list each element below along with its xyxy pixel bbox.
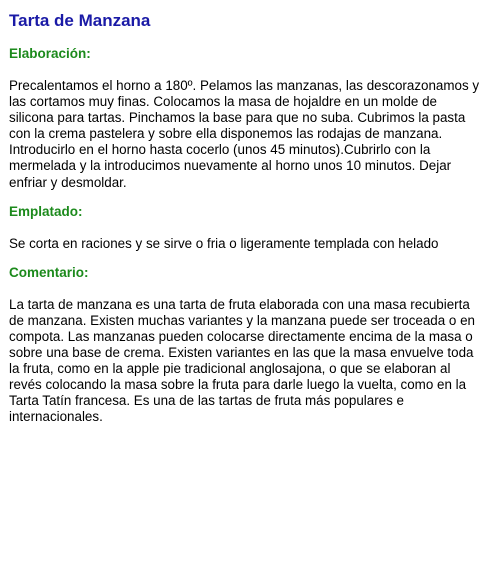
elaboracion-heading: Elaboración: xyxy=(9,46,91,61)
emplatado-heading: Emplatado: xyxy=(9,203,83,219)
elaboracion-text: Precalentamos el horno a 180º. Pelamos las manzanas, las descorazonamos y las cortamos muy finas. Colocamos la masa de hojaldre en un molde de silicona para tartas. Pinchamos la base para que no suba. Cubrimos la pasta con la crema pastelera y sobre ella disponemos las rodajas de manzana. Introducirlo en el horno hasta cocerlo (unos 45 minutos).Cubrirlo con la mermelada y la introducimos nuevamente al horno unos 10 minutos. Dejar enfriar y desmoldar. xyxy=(9,78,480,190)
comentario-heading: Comentario: xyxy=(9,264,89,280)
section-elaboracion xyxy=(9,45,480,191)
comentario-text: La tarta de manzana es una tarta de fruta elaborada con una masa recubierta de manzana. Existen muchas variantes y la manzana puede ser troceada o en compota. Las manzanas pueden colocarse directamente encima de la masa o sobre una base de crema. Existen variantes en las que la masa envuelve toda la fruta, como en la apple pie tradicional anglosajona, o que se elaboran al revés colocando la masa sobre la fruta para darle luego la vuelta, como en la Tarta Tatín francesa. Es una de las tartas de fruta más populares e internacionales. xyxy=(9,296,475,425)
emplatado-text: Se corta en raciones y se sirve o fria o ligeramente templada con helado xyxy=(9,235,439,251)
section-emplatado xyxy=(9,203,480,252)
section-comentario xyxy=(9,264,480,426)
page-title: Tarta de Manzana xyxy=(9,11,151,30)
